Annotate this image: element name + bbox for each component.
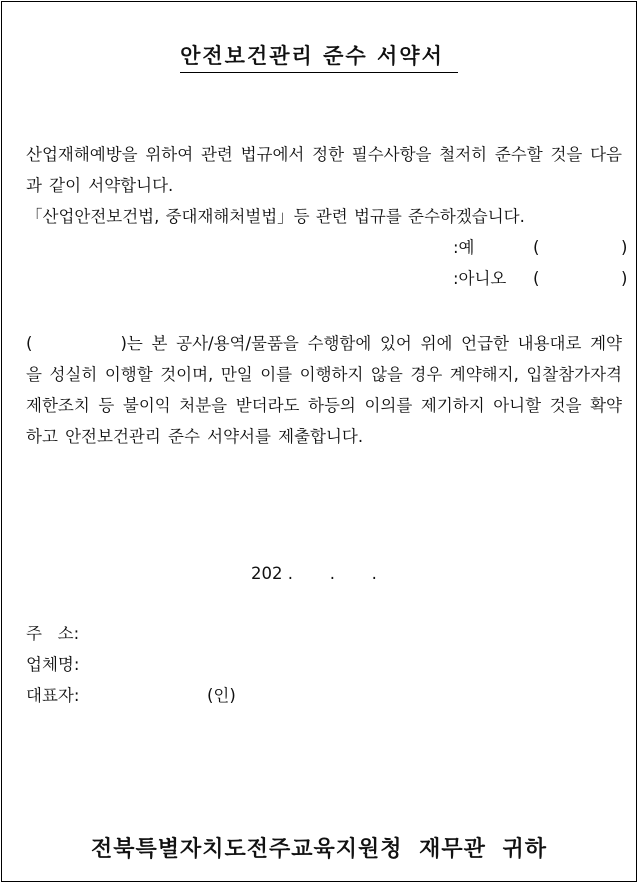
option-yes-label: :예	[453, 238, 475, 257]
representative-label: 대표자:	[26, 686, 80, 705]
addressee-footer: 전북특별자치도전주교육지원청 재무관 귀하	[90, 836, 548, 862]
option-no-paren-close: )	[621, 269, 628, 288]
company-label: 업체명:	[26, 655, 80, 674]
pledge-text: 는 본 공사/용역/물품을 수행함에 있어 위에 언급한 내용대로 계약을 성실히 이행할 것이며, 만일 이를 이행하지 않을 경우 계약해지, 입찰참가자격 제한조치 등 불이익 처분을 받더라도 하등의 이의를 제기하지 아니할 것을 확약하고 안전보건관리 준수 서약서를 제출합니다.	[26, 334, 622, 446]
pledge-document	[1, 1, 637, 882]
option-no-label: :아니오	[453, 269, 507, 288]
date-line: 202 . . .	[251, 564, 377, 583]
document-title	[2, 40, 636, 73]
seal-mark: (인)	[207, 686, 236, 705]
address-label: 주 소:	[26, 624, 80, 643]
option-yes[interactable]	[453, 232, 633, 263]
document-title-text: 안전보건관리 준수 서약서	[180, 40, 458, 73]
law-compliance-statement: 「산업안전보건법, 중대재해처벌법」등 관련 법규를 준수하겠습니다.	[26, 207, 525, 226]
option-no-paren-open: (	[533, 269, 540, 288]
company-blank-close: )	[120, 334, 127, 353]
option-yes-paren-close: )	[621, 238, 628, 257]
company-blank-open: (	[26, 334, 33, 353]
intro-paragraph: 산업재해예방을 위하여 관련 법규에서 정한 필수사항을 철저히 준수할 것을 다음과 같이 서약합니다.	[26, 145, 622, 195]
option-yes-paren-open: (	[533, 238, 540, 257]
pledge-paragraph	[26, 328, 622, 452]
option-no[interactable]	[453, 263, 633, 294]
